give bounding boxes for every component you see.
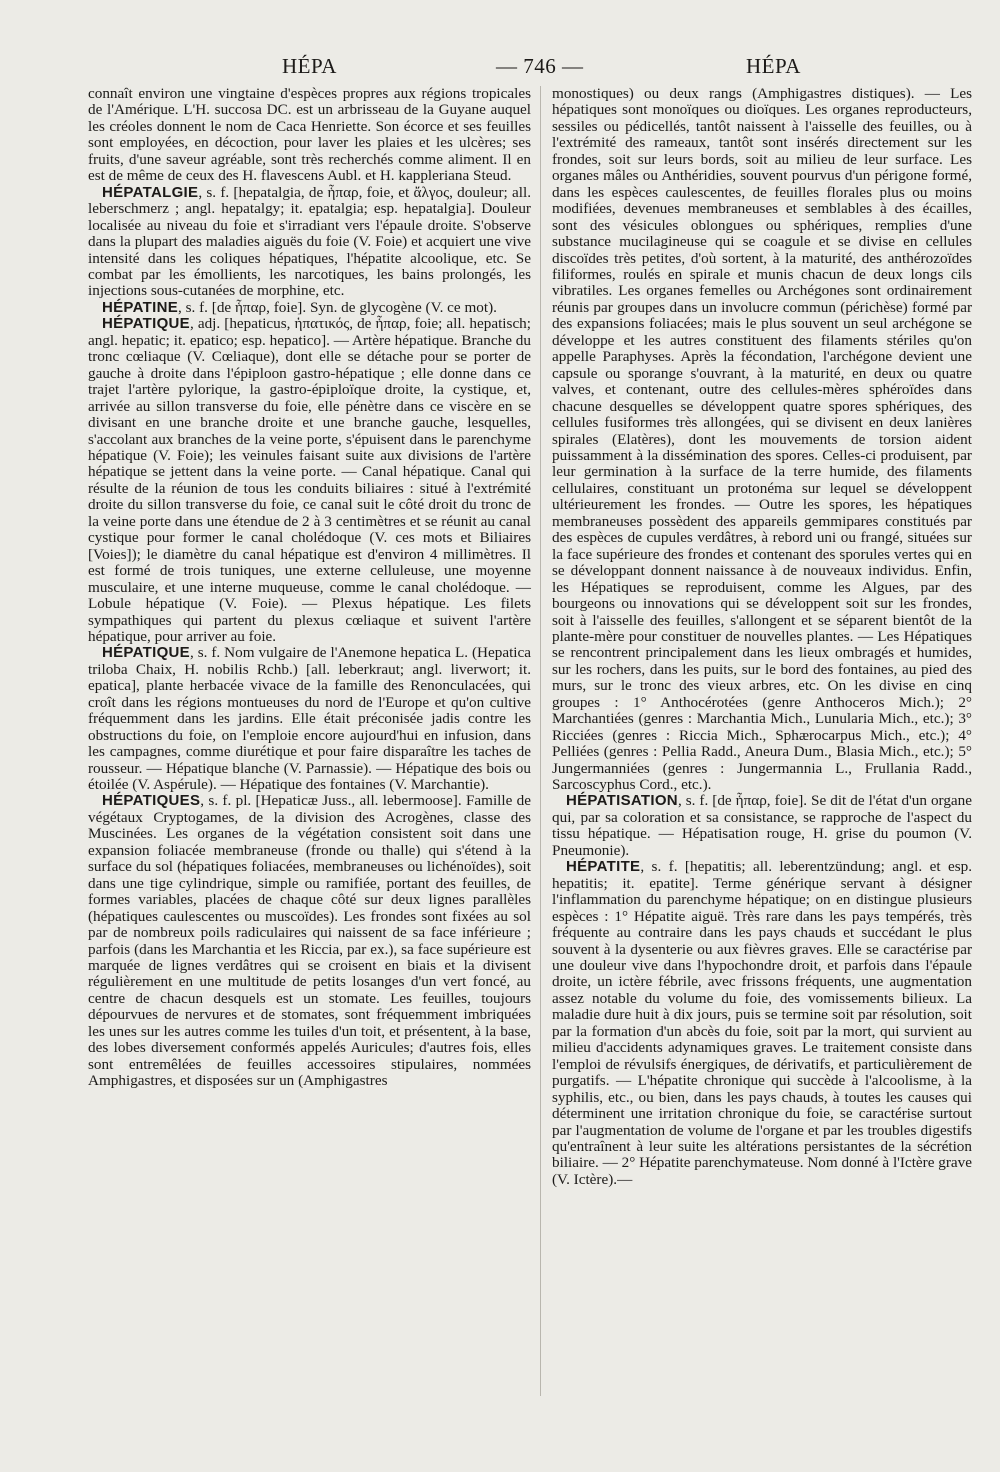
entry-headword: HÉPATIQUES: [102, 792, 201, 810]
entry-text: connaît environ une vingtaine d'espèces propres aux régions tropicales de l'Amérique. L'H. succosa DC. est un arbrisseau de la Guyane auquel les créoles donnent le nom de Caca Henriette. Son écorce et ses feuilles sont employées, en décoction, pour laver les plaies et les ulcères; ses fruits, d'une saveur agréable, sont très recherchés comme aliment. Il en est de même de ceux des H. flavescens Aubl. et H. kappleriana Steud.: [88, 85, 531, 185]
entry-headword: HÉPATALGIE: [102, 183, 199, 201]
entry-headword: HÉPATITE: [566, 858, 641, 876]
header-left-word: HÉPA: [282, 54, 337, 78]
entry-text: , s. f. [hepatalgia, de ἧπαρ, foie, et ἄλγος, douleur; all. leberschmerz ; angl. hepatalgy; it. epatalgia; esp. hepatalgia]. Douleur localisée au niveau du foie et s'irradiant vers l'épaule droite. S'observe dans la plupart des maladies aiguës du foie (V. Foie) et acquiert une vive intensité dans les coliques hépatiques, l'hépatite alcoolique, etc. Se combat par les émollients, les narcotiques, les bains prolongés, les injections sous-cutanées de morphine, etc.: [88, 183, 531, 300]
entry-text: , s. f. [de ἧπαρ, foie]. Se dit de l'état d'un organe qui, par sa coloration et sa consistance, se rapproche de l'aspect du tissu hépatique. — Hépatisation rouge, H. grise du poumon (V. Pneumonie).: [552, 792, 972, 859]
entry-hepatite: [552, 859, 972, 1188]
entry-headword: HÉPATIQUE: [102, 644, 190, 662]
entry-hepatalgie: [88, 185, 531, 300]
entry-continuation: [88, 86, 531, 185]
entry-text: , s. f. Nom vulgaire de l'Anemone hepatica L. (Hepatica triloba Chaix, H. nobilis Rchb.) [all. leberkraut; angl. liverwort; it. epatica], plante herbacée vivace de la famille des Renonculacées, qui croît dans les régions montueuses du nord de l'Europe et qu'on cultive fréquemment dans les jardins. Elle était préconisée jadis contre les obstructions du foie, on l'emploie encore aujourd'hui en infusion, dans les campagnes, comme diurétique et pour faire disparaître les taches de rousseur. — Hépatique blanche (V. Parnassie). — Hépatique des bois ou étoilée (V. Aspérule). — Hépatique des fontaines (V. Marchantie).: [88, 644, 531, 794]
entry-text: monostiques) ou deux rangs (Amphigastres distiques). — Les hépatiques sont monoïques ou dioïques. Les organes reproducteurs, sessiles ou pédicellés, tantôt naissent à l'aisselle des feuilles, ou à l'extrémité des rameaux, tantôt sont insérés directement sur les frondes, soit sur leurs bords, soit au milieu de leur surface. Les organes mâles ou Anthéridies, souvent pourvus d'un périgone formé, dans les espèces caulescentes, de feuilles florales plus ou moins modifiées, devenues membraneuses et semblables à des écailles, sont des vésicules oblongues ou sphériques, remplies d'une substance mucilagineuse qui se coagule et se divise en cellules discoïdes très petites, d'où sortent, à la maturité, des anthérozoïdes filiformes, roulés en spirale et munis chacun de deux longs cils vibratiles. Les organes femelles ou Archégones sont ordinairement réunis par groupes dans un involucre commun (périchèse) formé par des expansions foliacées; mais le plus souvent un seul archégone se développe et les autres constituent des filaments stériles qu'on appelle Paraphyses. Après la fécondation, l'archégone devient une capsule ou sporange s'ouvrant, à la maturité, en deux ou quatre valves, et contenant, outre des cellules-mères sphéroïdes dans chacune desquelles se développent quatre spores sphériques, des cellules fusiformes très allongées, qui se divisent en deux lanières spirales (Elatères), dont les mouvements de torsion aident puissamment à la dissémination des spores. Celles-ci produisent, par leur germination à la surface de la terre humide, des filaments cellulaires, constituant un protonéma sur lequel se développent ultérieurement les frondes. — Outre les spores, les hépatiques membraneuses possèdent des appareils gemmipares constitués par des espèces de cupules verdâtres, à rebord uni ou frangé, situées sur la face supérieure des frondes et contenant des sporules vertes qui en se développant donnent naissance à de nouveaux individus. Enfin, les Hépatiques se reproduisent, comme les Algues, par des bourgeons ou innovations qui se développent soit sur les frondes, soit à l'aisselle des feuilles, s'allongent et se séparent bientôt de la plante-mère pour constituer de nouvelles plantes. — Les Hépatiques se rencontrent principalement dans les lieux ombragés et humides, sur les rochers, dans les puits, sur le bord des fontaines, au pied des murs, sur le tronc des vieux arbres, etc. On les divise en cinq groupes : 1° Anthocérotées (genre Anthoceros Mich.); 2° Marchantiées (genres : Marchantia Mich., Lunularia Mich., etc.); 3° Ricciées (genres : Riccia Mich., Sphærocarpus Mich., etc.); 4° Pelliées (genres : Pellia Radd., Aneura Dum., Blasia Mich., etc.); 5° Jungermanniées (genres : Jungermannia L., Frullania Radd., Sarcoscyphus Cord., etc.).: [552, 85, 972, 794]
entry-hepatisation: [552, 793, 972, 859]
entry-text: , s. f. [hepatitis; all. leberentzündung; angl. et esp. hepatitis; it. epatite]. Terme générique servant à désigner l'inflammation du parenchyme hépatique; on en distingue plusieurs espèces : 1° Hépatite aiguë. Très rare dans les pays tempérés, très fréquente au contraire dans les pays chauds et succédant le plus souvent à la dysenterie ou aux fièvres graves. Elle se caractérise par une douleur vive dans l'hypochondre droit, et parfois dans l'épaule droite, un ictère fébrile, avec frissons fréquents, une augmentation assez notable du volume du foie, des vomissements bilieux. La maladie dure huit à dix jours, puis se termine soit par résolution, soit par la formation d'un abcès du foie, soit par la mort, qui survient au milieu d'accidents adynamiques graves. Le traitement consiste dans l'emploi de révulsifs énergiques, de dérivatifs, et particulièrement de purgatifs. — L'hépatite chronique qui succède à l'alcoolisme, à la syphilis, etc., ou bien, dans les pays chauds, à toutes les causes qui déterminent une irritation chronique du foie, se caractérise surtout par l'augmentation de volume de l'organe et par les troubles digestifs qu'entraînent à leur suite les altérations persistantes de la sécrétion biliaire. — 2° Hépatite parenchymateuse. Nom donné à l'Ictère grave (V. Ictère).—: [552, 858, 972, 1188]
entry-hepatique-adj: [88, 316, 531, 645]
entry-hepatine: [88, 300, 531, 316]
running-header: [0, 54, 1000, 84]
entry-hepatique-sf: [88, 645, 531, 793]
entry-text: , adj. [hepaticus, ἡπατικός, de ἧπαρ, foie; all. hepatisch; angl. hepatic; it. epatico; esp. hepatico]. — Artère hépatique. Branche du tronc cœliaque (V. Cœliaque), dont elle se détache pour se porter de gauche à droite dans l'épiploon gastro-hépatique ; elle donne dans ce trajet l'artère pylorique, la gastro-épiploïque droite, la cystique, et, arrivée au sillon transverse du foie, elle pénètre dans ce viscère en se divisant en une branche droite et une branche gauche, lesquelles, s'accolant aux branches de la veine porte, s'épuisent dans le parenchyme hépatique (V. Foie); les veinules faisant suite aux divisions de l'artère hépatique se jettent dans la veine porte. — Canal hépatique. Canal qui résulte de la réunion de tous les conduits biliaires : situé à l'extrémité droite du sillon transverse du foie, ce canal suit le côté droit du tronc de la veine porte dans une étendue de 2 à 3 centimètres et se réunit au canal cystique pour former le canal cholédoque (V. ces mots et Biliaires [Voies]); le diamètre du canal hépatique est d'environ 4 millimètres. Il est formé de trois tuniques, une externe celluleuse, une moyenne musculaire, et une interne muqueuse, comme le canal cholédoque. — Lobule hépatique (V. Foie). — Plexus hépatique. Les filets sympathiques qui partent du plexus cœliaque et suivent l'artère hépatique, pour arriver au foie.: [88, 315, 531, 645]
entry-headword: HÉPATISATION: [566, 792, 678, 810]
entry-text: , s. f. [de ἧπαρ, foie]. Syn. de glycogène (V. ce mot).: [178, 298, 497, 316]
entry-headword: HÉPATIQUE: [102, 315, 190, 333]
page-number: — 746 —: [496, 54, 584, 78]
entry-headword: HÉPATINE: [102, 298, 179, 316]
entry-text: , s. f. pl. [Hepaticæ Juss., all. lebermoose]. Famille de végétaux Cryptogames, de la division des Acrogènes, classe des Muscinées. Les organes de la végétation consistent soit dans une expansion foliacée membraneuse (fronde ou thalle) qui s'étend à la surface du sol (hépatiques foliacées, membraneuses ou lichénoïdes), soit dans une tige cylindrique, simple ou ramifiée, portant des feuilles, de formes variables, placées de chaque côté sur deux lignes parallèles (hépatiques caulescentes ou muscoïdes). Les frondes sont fixées au sol par de nombreux poils radiculaires qui naissent de sa face inférieure ; parfois (dans les Marchantia et les Riccia, par ex.), sa face supérieure est marquée de lignes verdâtres qui se croisent en biais et la divisent régulièrement en une multitude de petits losanges d'un vert foncé, au centre de chacun desquels est un stomate. Les feuilles, toujours dépourvues de nervures et de stomates, sont fréquemment imbriquées les unes sur les autres comme les tuiles d'un toit, et présentent, à la base, des lobes diversement conformés appelés Auricules; d'autres fois, elles sont entremêlées de feuilles accessoires stipulaires, nommées Amphigastres, et disposées sur un (Amphigastres: [88, 792, 531, 1090]
entry-hepatiques: [88, 793, 531, 1089]
entry-continuation: [552, 86, 972, 793]
right-column: [552, 86, 972, 1188]
left-column: [88, 86, 531, 1090]
column-divider: [540, 86, 541, 1396]
header-right-word: HÉPA: [746, 54, 801, 78]
